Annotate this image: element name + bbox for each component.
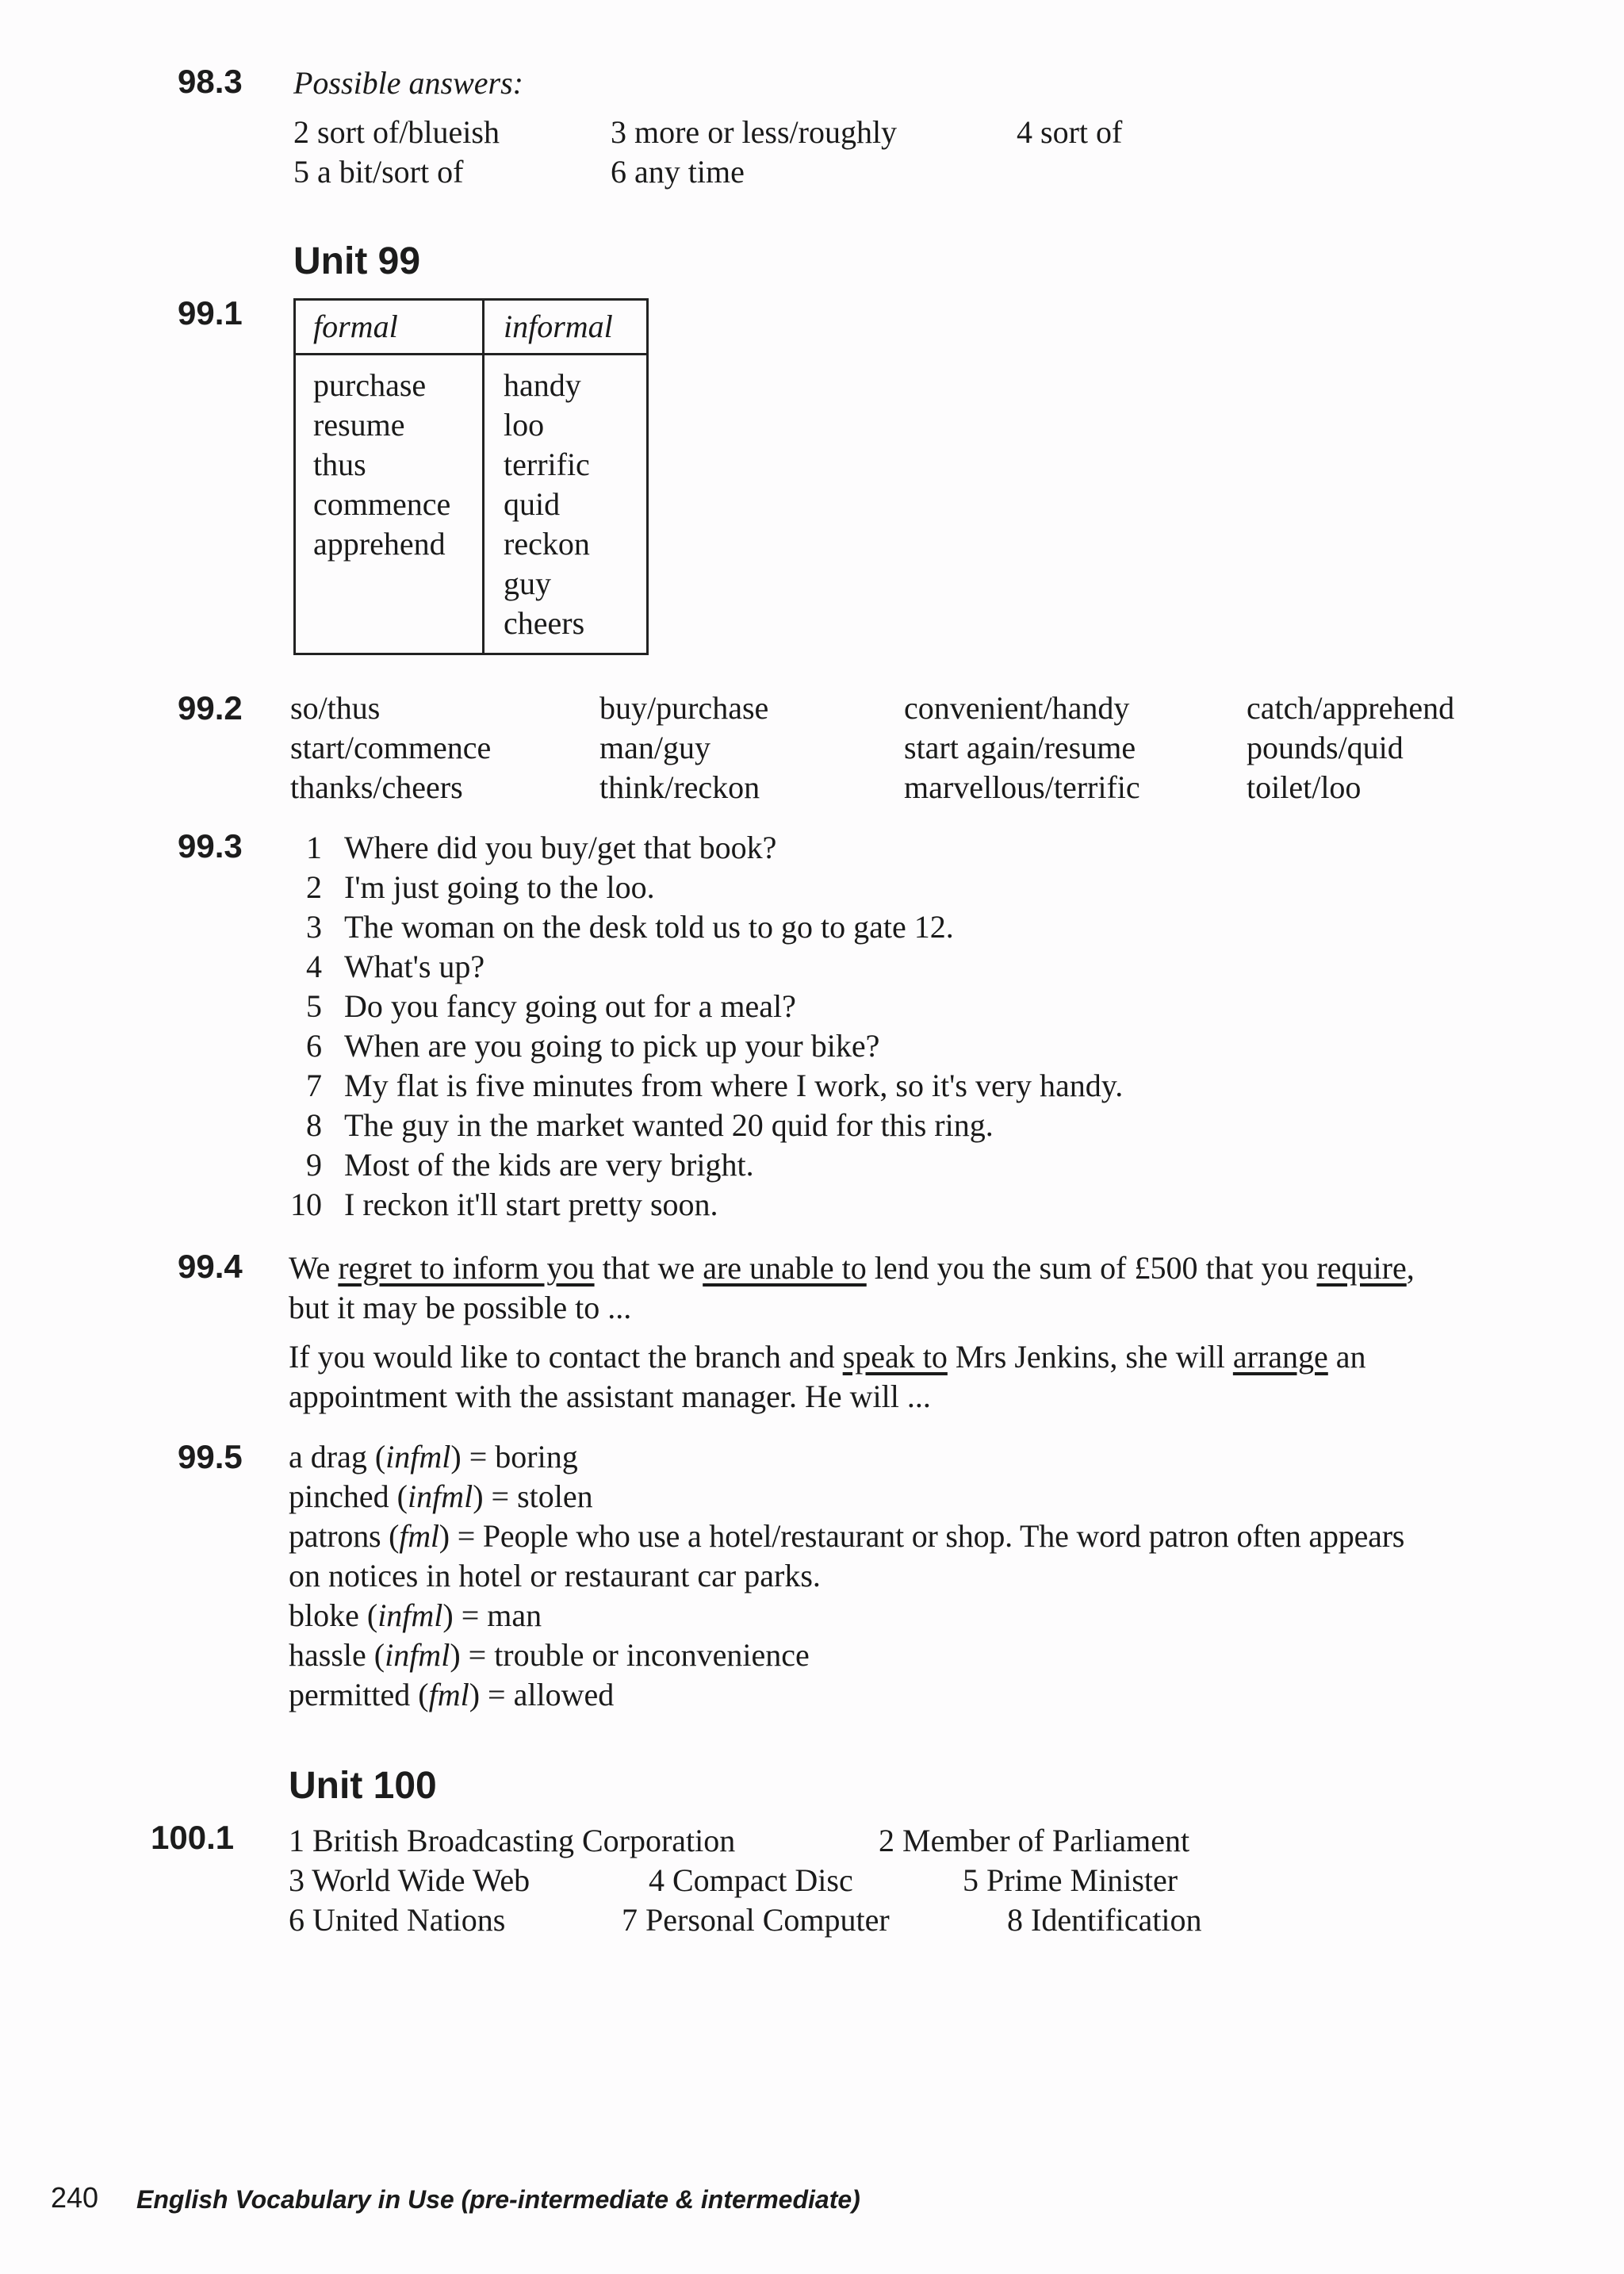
item-number: 3	[306, 909, 322, 945]
item-number: 6	[306, 1028, 322, 1064]
exercise-number-100-1: 100.1	[151, 1819, 235, 1856]
meaning: ) = allowed	[469, 1677, 615, 1712]
formal-word: resume	[313, 407, 405, 443]
list-item	[290, 828, 1559, 868]
exercise-number-99-4: 99.4	[178, 1248, 243, 1285]
abbreviation-7: 7 Personal Computer	[622, 1902, 890, 1938]
word-pair: so/thus	[290, 690, 381, 726]
word-pair: marvellous/terrific	[904, 769, 1140, 805]
letter-paragraph-2-line-1	[289, 1337, 1366, 1377]
item-text: I reckon it'll start pretty soon.	[344, 1187, 718, 1222]
register-tag: infml	[407, 1478, 473, 1514]
text-run: lend you the sum of £500 that you	[866, 1250, 1317, 1286]
item-number: 7	[306, 1068, 322, 1103]
informal-word: terrific	[504, 447, 590, 482]
formal-word: apprehend	[313, 526, 446, 562]
text-run: that we	[594, 1250, 703, 1286]
item-text: When are you going to pick up your bike?	[344, 1028, 880, 1064]
letter-paragraph-1-line-2: but it may be possible to ...	[289, 1290, 632, 1325]
pairs-column-1	[290, 688, 491, 807]
exercise-number-98-3: 98.3	[178, 63, 243, 100]
formal-word: commence	[313, 486, 451, 522]
list-item	[290, 868, 1559, 907]
abbreviation-4: 4 Compact Disc	[649, 1862, 853, 1898]
informal-word: guy	[504, 566, 551, 601]
list-item	[290, 907, 1559, 947]
register-tag: infml	[385, 1439, 451, 1474]
table-header-formal: formal	[313, 309, 398, 344]
item-text: What's up?	[344, 949, 485, 984]
exercise-number-99-3: 99.3	[178, 827, 243, 865]
item-number: 9	[306, 1147, 322, 1183]
informal-word: quid	[504, 486, 561, 522]
sentence-list	[290, 828, 1559, 1225]
exercise-number-99-5: 99.5	[178, 1438, 243, 1475]
underlined-phrase: regret to inform you	[338, 1250, 595, 1286]
definition-item	[289, 1517, 1404, 1556]
informal-word: cheers	[504, 605, 585, 641]
term: patrons (	[289, 1518, 400, 1554]
answer-98-3-3: 3 more or less/roughly	[611, 114, 898, 150]
item-text: My flat is five minutes from where I work, so it's very handy.	[344, 1068, 1124, 1103]
pairs-column-4	[1247, 688, 1454, 807]
word-pair: thanks/cheers	[290, 769, 463, 805]
word-pair: man/guy	[599, 730, 710, 765]
abbreviation-6: 6 United Nations	[289, 1902, 506, 1938]
meaning: ) = trouble or inconvenience	[450, 1637, 810, 1673]
item-number: 10	[290, 1187, 322, 1222]
abbreviation-1: 1 British Broadcasting Corporation	[289, 1823, 736, 1858]
meaning: ) = boring	[450, 1439, 578, 1474]
definition-item	[289, 1636, 1404, 1675]
definition-continuation: on notices in hotel or restaurant car parks.	[289, 1558, 821, 1593]
register-tag: fml	[428, 1677, 469, 1712]
word-pair: start again/resume	[904, 730, 1136, 765]
informal-word: handy	[504, 367, 581, 403]
abbreviation-8: 8 Identification	[1007, 1902, 1202, 1938]
word-pair: buy/purchase	[599, 690, 769, 726]
pairs-column-2	[599, 688, 768, 807]
text-run: Mrs Jenkins, she will	[947, 1339, 1233, 1375]
item-text: I'm just going to the loo.	[344, 869, 655, 905]
term: a drag (	[289, 1439, 386, 1474]
book-title: English Vocabulary in Use (pre-intermediate & intermediate)	[136, 2185, 860, 2214]
unit-99-title: Unit 99	[293, 240, 421, 282]
abbreviation-2: 2 Member of Parliament	[879, 1823, 1190, 1858]
item-number: 5	[306, 988, 322, 1024]
word-pair: catch/apprehend	[1247, 690, 1455, 726]
text-run: We	[289, 1250, 339, 1286]
term: bloke (	[289, 1597, 378, 1633]
possible-answers-heading: Possible answers:	[293, 65, 523, 101]
informal-words-column	[504, 366, 590, 643]
word-pair: toilet/loo	[1247, 769, 1362, 805]
exercise-number-99-1: 99.1	[178, 294, 243, 332]
text-run: If you would like to contact the branch and	[289, 1339, 843, 1375]
informal-word: loo	[504, 407, 545, 443]
item-number: 2	[306, 869, 322, 905]
abbreviation-5: 5 Prime Minister	[963, 1862, 1178, 1898]
list-item	[290, 1106, 1559, 1145]
list-item	[290, 987, 1559, 1026]
item-text: The guy in the market wanted 20 quid for this ring.	[344, 1107, 994, 1143]
meaning: ) = man	[442, 1597, 542, 1633]
text-run: ,	[1406, 1250, 1415, 1286]
meaning: ) = stolen	[473, 1478, 593, 1514]
letter-paragraph-1-line-1	[289, 1248, 1415, 1288]
word-pair: think/reckon	[599, 769, 760, 805]
text-run: an	[1327, 1339, 1366, 1375]
term: pinched (	[289, 1478, 408, 1514]
list-item	[290, 1066, 1559, 1106]
definition-list	[289, 1437, 1404, 1715]
item-number: 4	[306, 949, 322, 984]
underlined-phrase: are unable to	[703, 1250, 867, 1286]
list-item	[290, 1185, 1559, 1225]
answer-98-3-4: 4 sort of	[1017, 114, 1123, 150]
answer-98-3-2: 2 sort of/blueish	[293, 114, 500, 150]
word-pair: pounds/quid	[1247, 730, 1404, 765]
answer-98-3-5: 5 a bit/sort of	[293, 154, 464, 190]
table-header-divider	[296, 353, 646, 355]
list-item	[290, 1145, 1559, 1185]
item-text: Do you fancy going out for a meal?	[344, 988, 796, 1024]
term: permitted (	[289, 1677, 429, 1712]
item-number: 8	[306, 1107, 322, 1143]
list-item	[290, 1026, 1559, 1066]
word-pair: start/commence	[290, 730, 492, 765]
definition-item	[289, 1596, 1404, 1636]
definition-item	[289, 1675, 1404, 1715]
definition-item	[289, 1437, 1404, 1477]
list-item	[290, 947, 1559, 987]
formal-words-column	[313, 366, 450, 564]
item-text: The woman on the desk told us to go to gate 12.	[344, 909, 954, 945]
formal-word: thus	[313, 447, 366, 482]
register-tag: infml	[385, 1637, 450, 1673]
word-pair: convenient/handy	[904, 690, 1130, 726]
table-header-informal: informal	[504, 309, 613, 344]
term: hassle (	[289, 1637, 385, 1673]
table-column-divider	[482, 301, 485, 653]
formal-informal-table	[293, 298, 649, 655]
underlined-phrase: require	[1316, 1250, 1407, 1286]
page-number: 240	[51, 2181, 99, 2214]
informal-word: reckon	[504, 526, 590, 562]
exercise-number-99-2: 99.2	[178, 689, 243, 727]
pairs-column-3	[904, 688, 1140, 807]
letter-paragraph-2-line-2: appointment with the assistant manager. He will ...	[289, 1379, 931, 1414]
underlined-phrase: arrange	[1232, 1339, 1328, 1375]
underlined-phrase: speak to	[842, 1339, 948, 1375]
meaning: ) = People who use a hotel/restaurant or shop. The word patron often appears	[439, 1518, 1405, 1554]
item-text: Most of the kids are very bright.	[344, 1147, 754, 1183]
unit-100-title: Unit 100	[289, 1765, 437, 1807]
register-tag: fml	[399, 1518, 439, 1554]
abbreviation-3: 3 World Wide Web	[289, 1862, 530, 1898]
item-number: 1	[306, 830, 322, 865]
item-text: Where did you buy/get that book?	[344, 830, 777, 865]
answer-98-3-6: 6 any time	[611, 154, 745, 190]
formal-word: purchase	[313, 367, 427, 403]
register-tag: infml	[377, 1597, 443, 1633]
definition-item	[289, 1477, 1404, 1517]
